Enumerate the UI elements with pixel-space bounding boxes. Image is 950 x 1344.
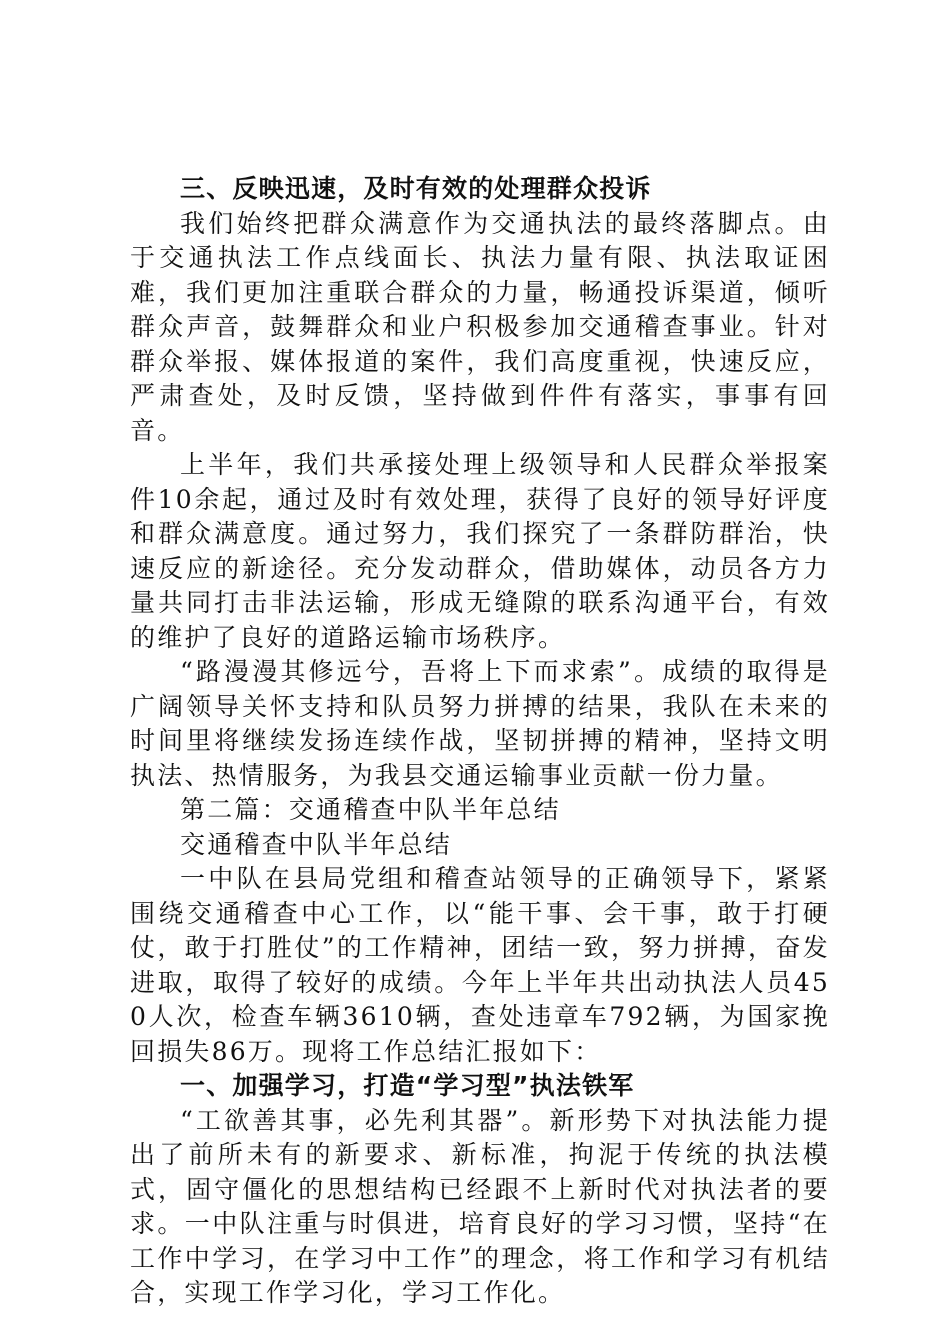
paragraph-squad-overview: 一中队在县局党组和稽查站领导的正确领导下，紧紧围绕交通稽查中心工作，以“能干事、会干事，敢于打硬仗，敢于打胜仗”的工作精神，团结一致，努力拼搏，奋发进取，取得了较好的成绩。今年上半年共出动执法人员450人次，检查车辆3610辆，查处违章车792辆，为国家挽回损失86万。现将工作总结汇报如下： xyxy=(130,864,830,1066)
paragraph-mass-satisfaction: 我们始终把群众满意作为交通执法的最终落脚点。由于交通执法工作点线面长、执法力量有限、执法取证困难，我们更加注重联合群众的力量，畅通投诉渠道，倾听群众声音，鼓舞群众和业户积极参加交通稽查事业。针对群众举报、媒体报道的案件，我们高度重视，快速反应，严肃查处，及时反馈，坚持做到件件有落实，事事有回音。 xyxy=(130,208,830,445)
paragraph-closing-quote: “路漫漫其修远兮，吾将上下而求索”。成绩的取得是广阔领导关怀支持和队员努力拼搏的结果，我队在未来的时间里将继续发扬连续作战，坚韧拼搏的精神，坚持文明执法、热情服务，为我县交通运输事业贡献一份力量。 xyxy=(130,657,830,790)
section-heading-learning: 一、加强学习，打造“学习型”执法铁军 xyxy=(180,1071,635,1100)
section-heading-complaints: 三、反映迅速，及时有效的处理群众投诉 xyxy=(180,174,652,203)
paragraph-learning-culture: “工欲善其事，必先利其器”。新形势下对执法能力提出了前所未有的新要求、新标准，拘泥于传统的执法模式，固守僵化的思想结构已经跟不上新时代对执法者的要求。一中队注重与时俱进，培育良好的学习习惯，坚持“在工作中学习，在学习中工作”的理念，将工作和学习有机结合，实现工作学习化，学习工作化。 xyxy=(130,1105,830,1307)
article-two-label: 第二篇：交通稽查中队半年总结 xyxy=(180,795,561,824)
paragraph-first-half-cases: 上半年，我们共承接处理上级领导和人民群众举报案件10余起，通过及时有效处理，获得了良好的领导好评度和群众满意度。通过努力，我们探究了一条群防群治，快速反应的新途径。充分发动群众，借助媒体，动员各方力量共同打击非法运输，形成无缝隙的联系沟通平台，有效的维护了良好的道路运输市场秩序。 xyxy=(130,450,830,652)
article-two-title: 交通稽查中队半年总结 xyxy=(180,829,453,859)
document-body xyxy=(130,172,830,1311)
